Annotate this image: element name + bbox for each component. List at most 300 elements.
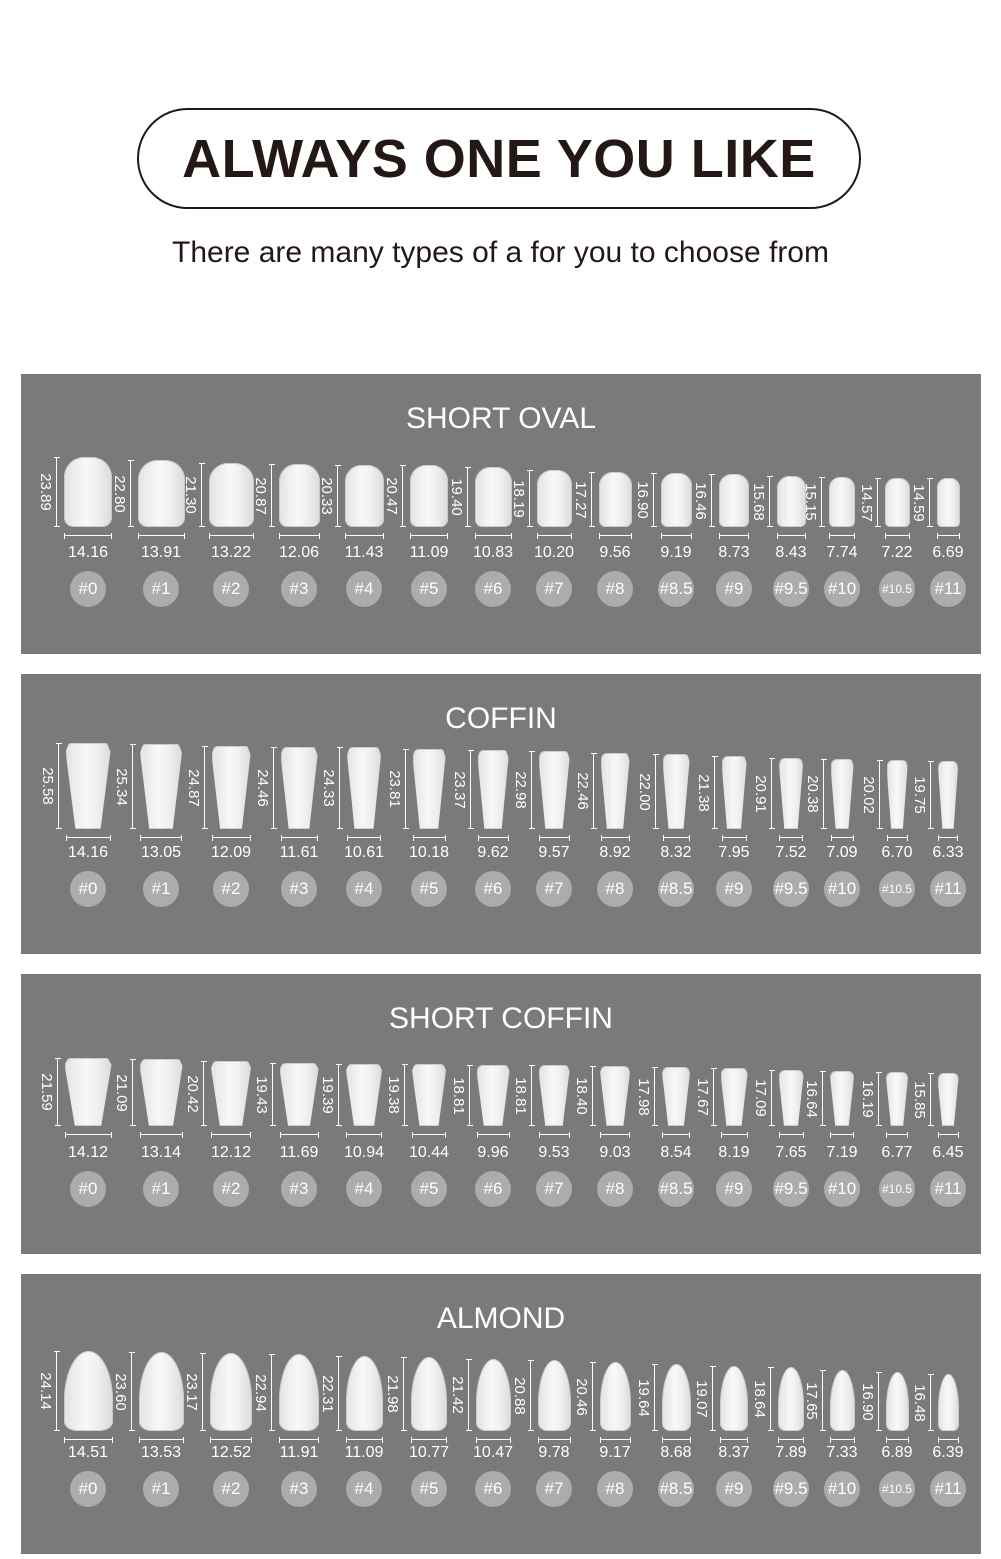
width-label: 7.22 [881,544,913,561]
width-dimension-line [721,1132,748,1138]
nail-tip [478,750,509,829]
width-dimension-line [661,533,692,539]
nail-tip [661,473,692,527]
size-badge: #1 [143,1171,179,1207]
width-dimension-line [475,533,512,539]
nail-tip [139,1352,184,1431]
length-dimension-line [336,1356,342,1431]
panel-title: ALMOND [436,1302,566,1335]
length-dimension-line [820,1071,826,1126]
length-label: 15.68 [749,482,767,521]
length-dimension-line [768,1367,774,1431]
size-badge: #6 [475,1471,511,1507]
length-label: 21.42 [448,1376,466,1414]
width-dimension-line [212,835,251,841]
size-badge: #11 [930,1471,966,1507]
length-dimension-line [710,1366,716,1431]
width-label: 6.69 [932,544,964,561]
nail-tip [600,1066,630,1126]
panel-oval [21,374,981,654]
width-label: 11.09 [344,1444,384,1461]
size-badge: #5 [411,571,447,607]
length-label: 19.39 [319,1076,336,1114]
length-dimension-line [652,1364,658,1431]
length-label: 14.57 [857,483,875,522]
nail-tip [64,457,112,527]
width-label: 9.17 [599,1444,631,1461]
length-label: 17.27 [571,480,589,519]
nail-tip [537,470,572,527]
width-dimension-line [539,835,570,841]
length-dimension-line [876,1372,882,1431]
nail-tip [65,1058,112,1126]
panel-title: SHORT COFFIN [389,1002,613,1035]
width-label: 13.22 [210,544,252,561]
nail-tip [410,465,448,527]
length-dimension-line [927,478,933,527]
size-badge: #10 [824,871,860,907]
width-label: 8.19 [718,1144,750,1161]
size-badge: #1 [143,1471,179,1507]
page-subtitle: There are many types of a for you to choose from [172,236,829,269]
length-dimension-line [653,754,659,829]
length-dimension-line [337,747,343,829]
length-dimension-line [928,1073,934,1126]
size-badge: #7 [536,571,572,607]
width-dimension-line [829,533,855,539]
nail-tip [346,1064,382,1126]
size-badge: #2 [213,1171,249,1207]
length-label: 22.94 [252,1373,269,1412]
length-label: 19.64 [634,1378,652,1417]
width-label: 9.62 [477,844,509,861]
length-label: 21.30 [181,476,199,514]
length-dimension-line [466,1359,472,1431]
length-dimension-line [201,1061,207,1126]
length-label: 23.89 [37,473,54,511]
length-label: 16.48 [910,1383,928,1422]
nail-tip [885,478,910,527]
length-dimension-line [652,1067,658,1126]
size-badge: #8.5 [658,871,694,907]
width-dimension-line [412,1132,446,1138]
nail-tip [720,1366,748,1431]
length-dimension-line [128,460,134,527]
length-dimension-line [401,1357,407,1431]
width-dimension-line [66,835,111,841]
length-label: 14.59 [909,483,927,522]
width-label: 6.39 [932,1444,964,1461]
length-dimension-line [527,470,533,527]
length-label: 17.09 [751,1079,769,1117]
size-badge: #10 [824,1471,860,1507]
length-label: 21.09 [112,1073,130,1112]
length-dimension-line [819,477,825,527]
size-badge: #10.5 [879,571,915,607]
nail-tip [886,1372,909,1431]
length-label: 19.07 [693,1379,710,1418]
length-label: 21.98 [384,1375,401,1413]
nail-tip [539,1065,570,1126]
width-label: 7.09 [826,844,858,861]
width-label: 14.51 [67,1444,109,1461]
nail-tip [938,761,958,829]
width-label: 8.73 [718,544,750,561]
length-dimension-line [590,1362,596,1431]
length-dimension-line [711,1068,717,1126]
width-label: 12.52 [210,1444,252,1461]
length-label: 24.33 [320,769,337,807]
length-dimension-line [589,472,595,527]
nail-tip [721,1068,748,1126]
width-dimension-line [779,1132,804,1138]
width-dimension-line [537,533,572,539]
nail-tip [831,759,854,829]
width-label: 6.33 [932,844,964,861]
width-dimension-line [140,835,182,841]
width-dimension-line [347,835,381,841]
width-dimension-line [411,1437,447,1443]
length-dimension-line [130,1059,136,1126]
width-dimension-line [281,835,318,841]
nail-tip [138,460,185,527]
width-dimension-line [345,533,384,539]
length-dimension-line [709,474,715,527]
nail-tip [475,467,512,527]
size-badge: #5 [411,871,447,907]
length-label: 16.90 [633,481,651,519]
length-dimension-line [821,759,827,829]
length-label: 20.02 [859,775,877,814]
nail-tip [279,1354,319,1431]
width-label: 9.56 [599,544,631,561]
size-badge: #3 [281,1171,317,1207]
width-label: 11.91 [279,1444,319,1461]
width-dimension-line [476,1437,511,1443]
width-label: 12.06 [278,544,320,561]
size-badge: #7 [536,1171,572,1207]
width-dimension-line [662,1437,691,1443]
width-label: 14.12 [67,1144,109,1161]
length-dimension-line [402,1064,408,1126]
length-label: 18.19 [509,479,527,518]
size-badge: #4 [346,1471,382,1507]
panel-coffin [21,674,981,954]
length-dimension-line [468,750,474,829]
length-label: 18.81 [511,1076,529,1115]
length-label: 19.40 [447,478,465,516]
length-label: 22.80 [110,474,128,513]
size-badge: #2 [213,1471,249,1507]
length-dimension-line [129,1352,135,1431]
size-badge: #8.5 [658,1471,694,1507]
length-dimension-line [712,756,718,829]
length-dimension-line [54,457,60,527]
size-badge: #8 [597,871,633,907]
nail-tip [345,465,384,527]
length-dimension-line [271,747,277,829]
nail-tip [779,1070,804,1126]
length-label: 20.47 [383,477,400,515]
size-badge: #0 [70,1471,106,1507]
width-dimension-line [280,1132,319,1138]
length-label: 24.14 [36,1372,54,1410]
width-label: 8.37 [718,1444,750,1461]
length-label: 25.58 [38,767,56,805]
length-label: 21.59 [37,1073,55,1111]
length-dimension-line [200,1353,206,1431]
width-label: 7.95 [718,844,750,861]
length-label: 20.46 [572,1377,590,1416]
width-label: 7.74 [826,544,858,561]
width-label: 11.09 [409,544,449,561]
length-dimension-line [928,761,934,829]
width-label: 9.78 [538,1444,570,1461]
width-dimension-line [413,835,446,841]
nail-tip [347,747,381,829]
nail-tip [64,1351,113,1431]
length-label: 18.64 [751,1380,768,1418]
nail-tip [599,472,632,527]
length-dimension-line [336,1064,342,1126]
width-label: 10.83 [472,544,514,561]
width-label: 10.47 [472,1444,514,1461]
size-badge: #11 [930,871,966,907]
width-dimension-line [211,1132,251,1138]
width-label: 13.91 [140,544,182,561]
length-dimension-line [465,467,471,527]
size-badge: #8.5 [658,1171,694,1207]
length-label: 23.81 [385,770,403,808]
length-dimension-line [591,753,597,829]
width-dimension-line [539,1132,570,1138]
length-dimension-line [335,465,341,527]
length-label: 24.87 [184,768,202,807]
width-label: 6.89 [881,1444,913,1461]
width-dimension-line [719,533,749,539]
nail-tip [938,1374,959,1431]
length-label: 17.65 [802,1381,820,1420]
size-badge: #8 [597,571,633,607]
width-label: 10.94 [343,1144,385,1161]
nail-tip [830,1071,854,1126]
length-dimension-line [270,1063,276,1126]
size-badge: #10 [824,1171,860,1207]
size-badge: #6 [475,1171,511,1207]
size-badge: #7 [536,871,572,907]
width-dimension-line [209,533,254,539]
length-dimension-line [467,1065,473,1126]
size-badge: #0 [70,1171,106,1207]
length-dimension-line [56,743,62,829]
nail-tip [722,756,747,829]
size-badge: #3 [281,871,317,907]
nail-tip [412,1064,446,1126]
nail-tip [279,464,320,527]
length-dimension-line [928,1374,934,1431]
width-label: 8.32 [660,844,692,861]
length-label: 17.67 [693,1078,711,1116]
width-dimension-line [720,1437,748,1443]
size-badge: #10 [824,571,860,607]
size-badge: #6 [475,571,511,607]
length-dimension-line [54,1351,60,1431]
length-dimension-line [199,463,205,527]
panel-title: SHORT OVAL [405,402,597,435]
width-label: 8.54 [660,1144,692,1161]
length-dimension-line [269,464,275,527]
width-label: 11.61 [279,844,319,861]
width-label: 9.53 [538,1144,570,1161]
nail-tip [411,1357,447,1431]
size-badge: #0 [70,871,106,907]
length-dimension-line [875,478,881,527]
length-label: 20.91 [752,774,769,813]
width-dimension-line [346,1132,382,1138]
nail-tip [830,1370,855,1431]
nail-tip [829,477,855,527]
width-dimension-line [937,533,960,539]
width-dimension-line [830,1132,854,1138]
length-label: 22.31 [318,1374,336,1413]
length-label: 16.64 [803,1079,820,1118]
length-label: 24.46 [253,769,271,807]
width-label: 8.43 [775,544,807,561]
size-badge: #11 [930,1171,966,1207]
width-label: 13.53 [140,1444,182,1461]
length-label: 22.98 [511,771,529,809]
nail-tip [66,743,111,829]
panel-almond [21,1274,981,1554]
size-badge: #4 [346,571,382,607]
nail-tip [937,478,960,527]
width-label: 14.16 [67,544,109,561]
width-label: 13.14 [140,1144,182,1161]
size-badge: #5 [411,1471,447,1507]
size-badge: #3 [281,571,317,607]
size-badge: #9 [716,1171,752,1207]
length-label: 22.46 [573,772,591,810]
nail-tip [211,1061,251,1126]
width-dimension-line [65,1132,112,1138]
width-label: 6.70 [881,844,913,861]
width-dimension-line [600,1132,630,1138]
width-label: 9.57 [538,844,570,861]
width-dimension-line [140,1132,183,1138]
width-dimension-line [138,533,185,539]
length-dimension-line [590,1066,596,1126]
width-label: 10.44 [408,1144,450,1161]
nail-tip [140,744,182,829]
width-dimension-line [662,1132,690,1138]
width-dimension-line [885,533,910,539]
length-dimension-line [769,1070,775,1126]
nail-tip [887,760,908,829]
width-dimension-line [938,835,958,841]
size-badge: #8.5 [658,571,694,607]
size-badge: #9 [716,571,752,607]
size-badge: #2 [213,571,249,607]
width-label: 8.68 [660,1444,692,1461]
nail-tip [140,1059,183,1126]
size-badge: #4 [346,871,382,907]
width-label: 10.61 [343,844,385,861]
size-badge: #3 [281,1471,317,1507]
length-label: 20.87 [251,476,269,515]
width-dimension-line [600,1437,631,1443]
length-dimension-line [876,1072,882,1126]
nail-tip [663,754,690,829]
width-label: 7.52 [775,844,807,861]
width-label: 13.05 [140,844,182,861]
width-dimension-line [210,1437,252,1443]
size-badge: #9.5 [773,1171,809,1207]
length-dimension-line [403,749,409,829]
nail-tip [539,751,570,829]
width-dimension-line [779,835,803,841]
size-badge: #7 [536,1471,572,1507]
length-label: 25.34 [113,767,130,806]
nail-tip [210,1353,252,1431]
size-badge: #2 [213,871,249,907]
nail-tip [719,474,749,527]
width-dimension-line [601,835,630,841]
size-badge: #10.5 [879,1171,915,1207]
width-dimension-line [139,1437,184,1443]
width-label: 6.77 [881,1144,913,1161]
length-label: 21.38 [694,773,712,812]
length-dimension-line [400,465,406,527]
width-label: 10.20 [533,544,575,561]
size-badge: #9 [716,1471,752,1507]
width-dimension-line [886,1132,908,1138]
width-label: 12.12 [210,1144,252,1161]
nail-tip [281,747,318,829]
length-dimension-line [269,1354,275,1431]
length-label: 18.81 [449,1076,467,1115]
panel-title: COFFIN [445,702,557,735]
length-label: 20.33 [317,477,335,515]
length-label: 19.75 [911,776,928,814]
nail-tip [346,1356,383,1431]
headline-banner [137,108,861,209]
width-dimension-line [410,533,448,539]
size-badge: #11 [930,571,966,607]
length-dimension-line [651,473,657,527]
width-dimension-line [778,1437,804,1443]
width-label: 10.18 [408,844,450,861]
length-dimension-line [528,1360,534,1431]
length-dimension-line [769,758,775,829]
width-dimension-line [938,1437,959,1443]
width-label: 14.16 [67,844,109,861]
length-label: 20.38 [803,775,821,813]
nail-tip [938,1073,959,1126]
length-label: 16.46 [692,481,709,520]
nail-tip [601,753,630,829]
size-badge: #5 [411,1171,447,1207]
nail-tip [662,1364,691,1431]
width-dimension-line [477,1132,510,1138]
width-label: 11.43 [344,544,384,561]
length-dimension-line [130,744,136,829]
length-dimension-line [767,476,773,527]
size-badge: #10.5 [879,871,915,907]
size-badge: #4 [346,1171,382,1207]
length-dimension-line [202,746,208,829]
length-dimension-line [529,751,535,829]
width-dimension-line [538,1437,571,1443]
